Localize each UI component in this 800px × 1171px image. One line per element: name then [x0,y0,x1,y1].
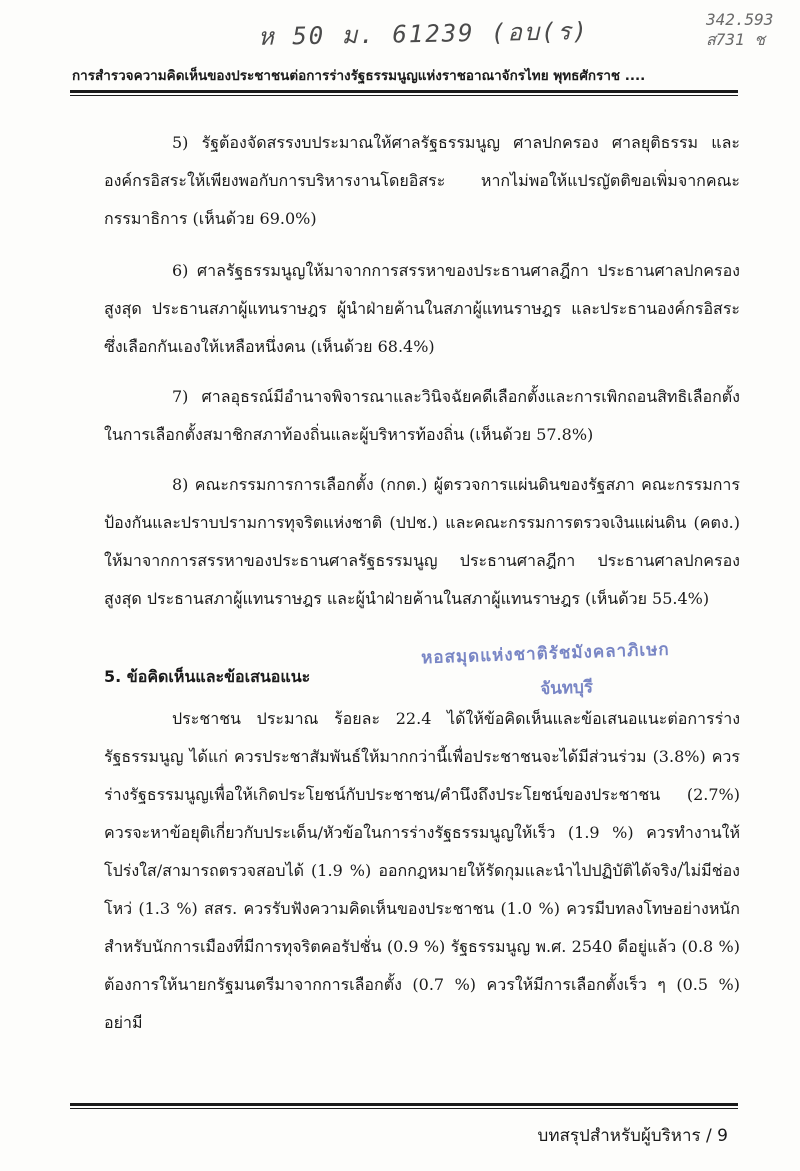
running-header: การสำรวจความคิดเห็นของประชาชนต่อการร่างรัฐธรรมนูญแห่งราชอาณาจักรไทย พุทธศักราช .... [72,68,646,84]
stamp-line2: จันทบุรี [539,677,594,700]
footer-rule-thick [70,1103,738,1106]
list-item: 5) รัฐต้องจัดสรรงบประมาณให้ศาลรัฐธรรมนูญ ศาลปกครอง ศาลยุติธรรม และองค์กรอิสระให้เพียงพอกับการบริหารงานโดยอิสระ หากไม่พอให้แปรญัตติขอเพิ่มจากคณะกรรมาธิการ (เห็นด้วย 69.0%) [104,133,740,228]
handwritten-corner-line2: ส731 ช [706,30,766,49]
handwritten-corner-note [706,10,773,50]
page-footer: บทสรุปสำหรับผู้บริหาร / 9 [537,1126,728,1146]
header-rule-thin [70,95,738,96]
section-paragraph: ประชาชน ประมาณ ร้อยละ 22.4 ได้ให้ข้อคิดเห็นและข้อเสนอแนะต่อการร่างรัฐธรรมนูญ ได้แก่ ควรประชาสัมพันธ์ให้มากกว่านี้เพื่อประชาชนจะได้มีส่วนร่วม (3.8%) ควรร่างรัฐธรรมนูญเพื่อให้เกิดประโยชน์กับประชาชน/คำนึงถึงประโยชน์ของประชาชน (2.7%) ควรจะหาข้อยุติเกี่ยวกับประเด็น/หัวข้อในการร่างรัฐธรรมนูญให้เร็ว (1.9 %) ควรทำงานให้โปร่งใส/สามารถตรวจสอบได้ (1.9 %) ออกกฎหมายให้รัดกุมและนำไปปฏิบัติได้จริง/ไม่มีช่องโหว่ (1.3 %) สสร. ควรรับฟังความคิดเห็นของประชาชน (1.0 %) ควรมีบทลงโทษอย่างหนักสำหรับนักการเมืองที่มีการทุจริตคอรัปชั่น (0.9 %) รัฐธรรมนูญ พ.ศ. 2540 ดีอยู่แล้ว (0.8 %) ต้องการให้นายกรัฐมนตรีมาจากการเลือกตั้ง (0.7 %) ควรให้มีการเลือกตั้งเร็ว ๆ (0.5 %) อย่ามี [104,709,740,1032]
document-body [104,124,740,1054]
list-item: 7) ศาลอุธรณ์มีอำนาจพิจารณาและวินิจฉัยคดีเลือกตั้งและการเพิกถอนสิทธิเลือกตั้งในการเลือกตั้งสมาชิกสภาท้องถิ่นและผู้บริหารท้องถิ่น (เห็นด้วย 57.8%) [104,387,740,444]
library-stamp [395,635,697,707]
header-rule-thick [70,90,738,93]
handwritten-call-number: ห 50 ม. 61239 (อบ(ร) [257,17,590,51]
list-item: 8) คณะกรรมการการเลือกตั้ง (กกต.) ผู้ตรวจการแผ่นดินของรัฐสภา คณะกรรมการป้องกันและปราบปรามการทุจริตแห่งชาติ (ปปช.) และคณะกรรมการตรวจเงินแผ่นดิน (คตง.) ให้มาจากการสรรหาของประธานศาลรัฐธรรมนูญ ประธานศาลฎีกา ประธานศาลปกครองสูงสุด ประธานสภาผู้แทนราษฎร และผู้นำฝ่ายค้านในสภาผู้แทนราษฎร (เห็นด้วย 55.4%) [104,475,740,608]
list-item: 6) ศาลรัฐธรรมนูญให้มาจากการสรรหาของประธานศาลฎีกา ประธานศาลปกครองสูงสุด ประธานสภาผู้แทนราษฎร ผู้นำฝ่ายค้านในสภาผู้แทนราษฎร และประธานองค์กรอิสระซึ่งเลือกกันเองให้เหลือหนึ่งคน (เห็นด้วย 68.4%) [104,261,740,356]
handwritten-corner-line1: 342.593 [706,10,774,29]
stamp-line1: หอสมุดแห่งชาติรัชมังคลาภิเษก [420,639,671,669]
section-heading: 5. ข้อคิดเห็นและข้อเสนอแนะ [104,667,311,686]
footer-rule-thin [70,1108,738,1109]
